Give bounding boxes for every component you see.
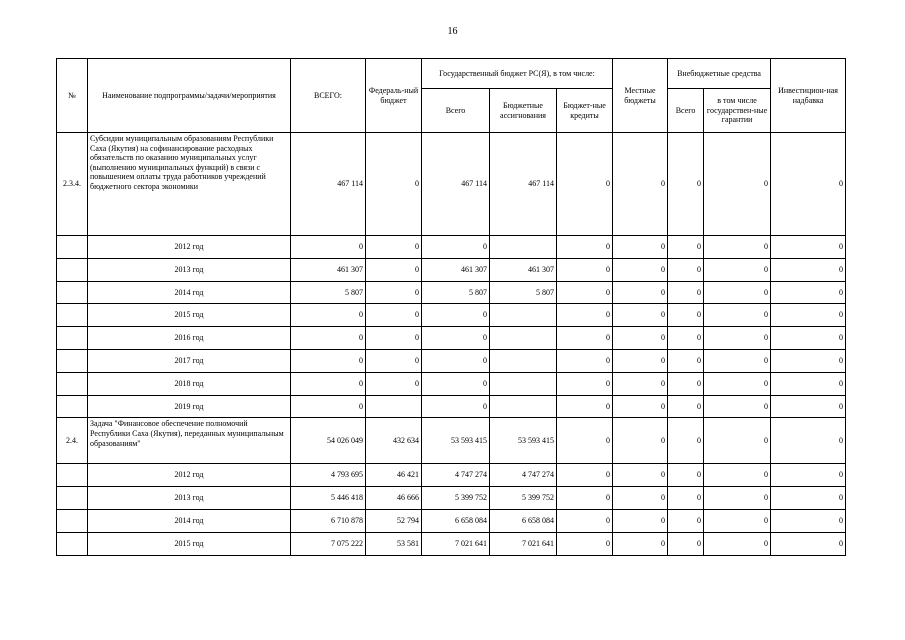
cell-invest: 0 — [771, 464, 846, 487]
cell-state-total: 0 — [422, 327, 490, 350]
cell-total: 0 — [291, 304, 366, 327]
cell-extra-guarantee: 0 — [704, 464, 771, 487]
cell-number — [57, 304, 88, 327]
header-local: Местные бюджеты — [613, 59, 668, 133]
cell-number — [57, 236, 88, 259]
cell-extra-total: 0 — [668, 133, 704, 236]
cell-state-total: 5 807 — [422, 281, 490, 304]
table-row-year — [57, 304, 846, 327]
cell-federal: 46 666 — [366, 487, 422, 510]
table-header — [57, 59, 846, 133]
cell-state-alloc — [490, 372, 557, 395]
cell-extra-guarantee: 0 — [704, 327, 771, 350]
cell-state-alloc: 5 399 752 — [490, 487, 557, 510]
cell-state-total: 0 — [422, 304, 490, 327]
cell-invest: 0 — [771, 304, 846, 327]
cell-federal: 0 — [366, 281, 422, 304]
table-row-item — [57, 133, 846, 236]
cell-extra-total: 0 — [668, 509, 704, 532]
cell-extra-total: 0 — [668, 304, 704, 327]
cell-local: 0 — [613, 372, 668, 395]
cell-invest: 0 — [771, 349, 846, 372]
cell-total: 5 807 — [291, 281, 366, 304]
cell-number — [57, 327, 88, 350]
cell-item-name: Субсидии муниципальным образованиям Республики Саха (Якутия) на софинансирование расходных обязательств по оказанию муниципальных услуг (выполнению муниципальных функций) в связи с повышением оплаты труда работников учреждений бюджетного сектора экономики — [88, 133, 291, 236]
cell-total: 0 — [291, 349, 366, 372]
cell-year: 2017 год — [88, 349, 291, 372]
cell-state-credits: 0 — [557, 418, 613, 464]
table-row-year — [57, 464, 846, 487]
cell-federal — [366, 395, 422, 418]
cell-total: 4 793 695 — [291, 464, 366, 487]
header-no: № — [57, 59, 88, 133]
cell-state-total: 0 — [422, 349, 490, 372]
cell-year: 2012 год — [88, 464, 291, 487]
cell-state-alloc: 4 747 274 — [490, 464, 557, 487]
cell-state-total: 0 — [422, 236, 490, 259]
page-number: 16 — [447, 26, 458, 37]
cell-local: 0 — [613, 532, 668, 555]
cell-year: 2019 год — [88, 395, 291, 418]
cell-state-credits: 0 — [557, 349, 613, 372]
cell-extra-guarantee: 0 — [704, 532, 771, 555]
cell-number: 2.3.4. — [57, 133, 88, 236]
cell-local: 0 — [613, 395, 668, 418]
header-state-alloc: Бюджетные ассигнования — [490, 89, 557, 133]
cell-invest: 0 — [771, 258, 846, 281]
table-row-year — [57, 281, 846, 304]
cell-state-credits: 0 — [557, 532, 613, 555]
table-row-item — [57, 418, 846, 464]
cell-state-total: 53 593 415 — [422, 418, 490, 464]
cell-invest: 0 — [771, 395, 846, 418]
cell-local: 0 — [613, 327, 668, 350]
cell-federal: 0 — [366, 372, 422, 395]
cell-extra-total: 0 — [668, 487, 704, 510]
cell-number — [57, 395, 88, 418]
cell-extra-total: 0 — [668, 372, 704, 395]
cell-invest: 0 — [771, 281, 846, 304]
cell-local: 0 — [613, 236, 668, 259]
cell-extra-total: 0 — [668, 281, 704, 304]
cell-year: 2013 год — [88, 258, 291, 281]
cell-extra-guarantee: 0 — [704, 418, 771, 464]
cell-extra-guarantee: 0 — [704, 395, 771, 418]
cell-state-credits: 0 — [557, 304, 613, 327]
cell-federal: 0 — [366, 349, 422, 372]
cell-state-credits: 0 — [557, 327, 613, 350]
cell-total: 0 — [291, 236, 366, 259]
cell-number — [57, 349, 88, 372]
cell-state-total: 7 021 641 — [422, 532, 490, 555]
cell-state-credits: 0 — [557, 281, 613, 304]
table-row-year — [57, 372, 846, 395]
cell-state-alloc: 53 593 415 — [490, 418, 557, 464]
cell-total: 0 — [291, 395, 366, 418]
cell-year: 2013 год — [88, 487, 291, 510]
header-extrabudget: Внебюджетные средства — [668, 59, 771, 89]
budget-table — [56, 58, 846, 556]
cell-year: 2014 год — [88, 509, 291, 532]
cell-total: 461 307 — [291, 258, 366, 281]
cell-total: 467 114 — [291, 133, 366, 236]
cell-federal: 53 581 — [366, 532, 422, 555]
cell-extra-guarantee: 0 — [704, 133, 771, 236]
table-row-year — [57, 532, 846, 555]
cell-local: 0 — [613, 487, 668, 510]
cell-state-total: 5 399 752 — [422, 487, 490, 510]
cell-extra-guarantee: 0 — [704, 236, 771, 259]
cell-total: 54 026 049 — [291, 418, 366, 464]
cell-invest: 0 — [771, 487, 846, 510]
header-state-budget: Государственный бюджет РС(Я), в том числе: — [422, 59, 613, 89]
cell-state-total: 4 747 274 — [422, 464, 490, 487]
cell-number — [57, 258, 88, 281]
cell-invest: 0 — [771, 372, 846, 395]
cell-state-credits: 0 — [557, 258, 613, 281]
cell-federal: 0 — [366, 304, 422, 327]
cell-extra-guarantee: 0 — [704, 281, 771, 304]
cell-state-total: 467 114 — [422, 133, 490, 236]
cell-total: 0 — [291, 327, 366, 350]
cell-invest: 0 — [771, 509, 846, 532]
cell-state-credits: 0 — [557, 236, 613, 259]
header-state-credits: Бюджет-ные кредиты — [557, 89, 613, 133]
cell-year: 2015 год — [88, 304, 291, 327]
cell-total: 7 075 222 — [291, 532, 366, 555]
table-row-year — [57, 327, 846, 350]
cell-federal: 0 — [366, 327, 422, 350]
cell-extra-total: 0 — [668, 258, 704, 281]
cell-state-credits: 0 — [557, 133, 613, 236]
cell-extra-total: 0 — [668, 395, 704, 418]
cell-local: 0 — [613, 418, 668, 464]
table-row-year — [57, 258, 846, 281]
cell-item-name: Задача "Финансовое обеспечение полномочий Республики Саха (Якутия), переданных муниципальным образованиям" — [88, 418, 291, 464]
cell-invest: 0 — [771, 133, 846, 236]
cell-invest: 0 — [771, 532, 846, 555]
header-state-total: Всего — [422, 89, 490, 133]
cell-number — [57, 487, 88, 510]
cell-federal: 432 634 — [366, 418, 422, 464]
cell-extra-guarantee: 0 — [704, 304, 771, 327]
cell-local: 0 — [613, 464, 668, 487]
cell-year: 2014 год — [88, 281, 291, 304]
cell-state-credits: 0 — [557, 395, 613, 418]
cell-extra-total: 0 — [668, 464, 704, 487]
cell-extra-guarantee: 0 — [704, 372, 771, 395]
cell-extra-guarantee: 0 — [704, 509, 771, 532]
header-extra-total: Всего — [668, 89, 704, 133]
cell-state-alloc: 5 807 — [490, 281, 557, 304]
cell-year: 2012 год — [88, 236, 291, 259]
cell-number — [57, 464, 88, 487]
cell-number: 2.4. — [57, 418, 88, 464]
cell-state-credits: 0 — [557, 509, 613, 532]
table-row-year — [57, 395, 846, 418]
table-row-year — [57, 509, 846, 532]
cell-invest: 0 — [771, 236, 846, 259]
cell-invest: 0 — [771, 327, 846, 350]
cell-state-total: 461 307 — [422, 258, 490, 281]
cell-state-credits: 0 — [557, 487, 613, 510]
header-federal: Федераль-ный бюджет — [366, 59, 422, 133]
cell-local: 0 — [613, 304, 668, 327]
cell-state-alloc — [490, 236, 557, 259]
cell-state-alloc: 6 658 084 — [490, 509, 557, 532]
cell-number — [57, 532, 88, 555]
cell-local: 0 — [613, 281, 668, 304]
cell-number — [57, 509, 88, 532]
cell-year: 2015 год — [88, 532, 291, 555]
cell-state-total: 0 — [422, 372, 490, 395]
cell-state-alloc — [490, 304, 557, 327]
cell-extra-total: 0 — [668, 418, 704, 464]
cell-extra-guarantee: 0 — [704, 487, 771, 510]
cell-number — [57, 281, 88, 304]
cell-local: 0 — [613, 509, 668, 532]
cell-extra-guarantee: 0 — [704, 349, 771, 372]
cell-federal: 46 421 — [366, 464, 422, 487]
cell-extra-total: 0 — [668, 532, 704, 555]
header-total: ВСЕГО: — [291, 59, 366, 133]
header-extra-guarantee: в том числе государствен-ные гарантии — [704, 89, 771, 133]
cell-state-alloc — [490, 349, 557, 372]
cell-federal: 0 — [366, 236, 422, 259]
cell-state-credits: 0 — [557, 372, 613, 395]
cell-state-alloc: 461 307 — [490, 258, 557, 281]
cell-state-alloc — [490, 395, 557, 418]
cell-extra-guarantee: 0 — [704, 258, 771, 281]
header-name: Наименование подпрограммы/задачи/мероприятия — [88, 59, 291, 133]
cell-state-alloc: 7 021 641 — [490, 532, 557, 555]
table-row-year — [57, 349, 846, 372]
cell-federal: 52 794 — [366, 509, 422, 532]
cell-state-total: 0 — [422, 395, 490, 418]
cell-local: 0 — [613, 258, 668, 281]
cell-extra-total: 0 — [668, 236, 704, 259]
table-body — [57, 133, 846, 556]
cell-invest: 0 — [771, 418, 846, 464]
cell-federal: 0 — [366, 133, 422, 236]
cell-total: 0 — [291, 372, 366, 395]
cell-total: 5 446 418 — [291, 487, 366, 510]
cell-local: 0 — [613, 349, 668, 372]
cell-extra-total: 0 — [668, 327, 704, 350]
cell-number — [57, 372, 88, 395]
cell-state-credits: 0 — [557, 464, 613, 487]
cell-year: 2016 год — [88, 327, 291, 350]
cell-extra-total: 0 — [668, 349, 704, 372]
table-row-year — [57, 487, 846, 510]
cell-total: 6 710 878 — [291, 509, 366, 532]
cell-federal: 0 — [366, 258, 422, 281]
cell-year: 2018 год — [88, 372, 291, 395]
header-invest: Инвестицион-ная надбавка — [771, 59, 846, 133]
cell-state-alloc: 467 114 — [490, 133, 557, 236]
cell-local: 0 — [613, 133, 668, 236]
table-row-year — [57, 236, 846, 259]
cell-state-alloc — [490, 327, 557, 350]
cell-state-total: 6 658 084 — [422, 509, 490, 532]
